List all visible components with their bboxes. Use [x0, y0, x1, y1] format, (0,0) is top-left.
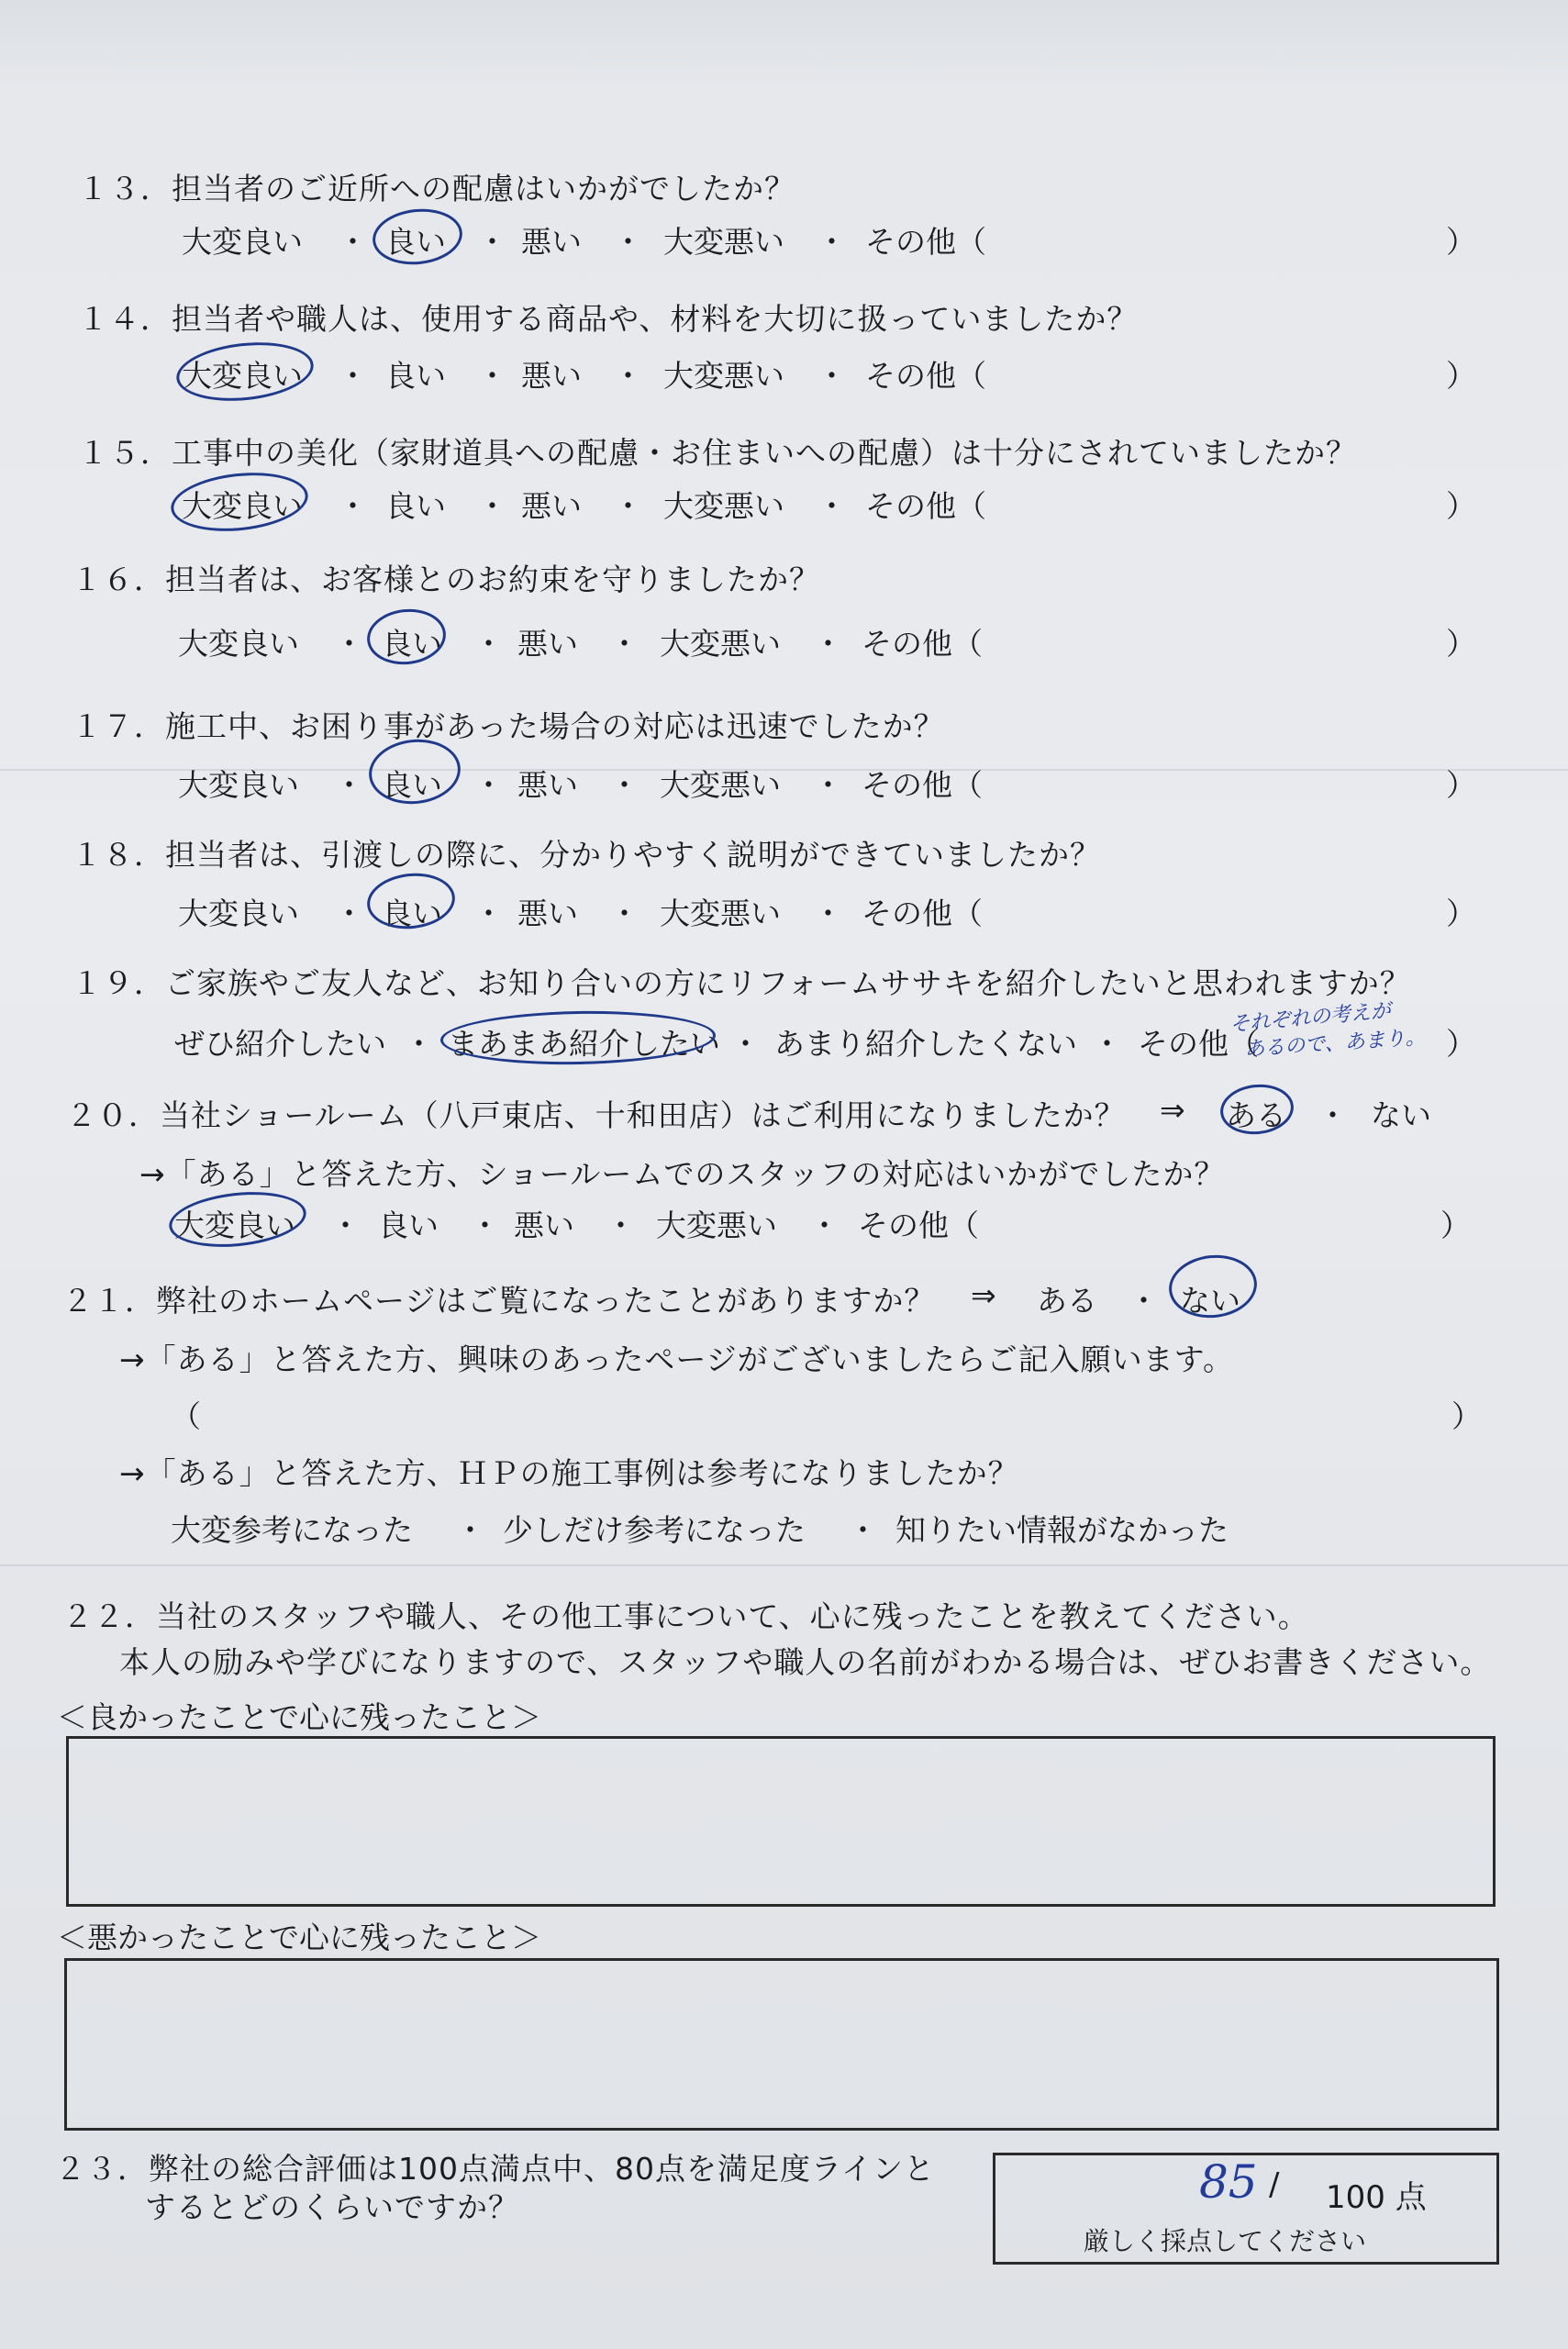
option-very-bad[interactable]: 大変悪い	[660, 896, 781, 931]
option-other[interactable]: その他（	[865, 358, 986, 394]
option-bad[interactable]: 悪い	[517, 626, 578, 662]
option-other[interactable]: その他（	[865, 488, 986, 524]
question-23-line2: するとどのくらいですか？	[145, 2189, 519, 2225]
option-other[interactable]: その他（	[862, 896, 983, 931]
question-20-sub: →「ある」と答えた方、ショールームでのスタッフの対応はいかがでしたか？	[139, 1156, 1226, 1192]
option-very-good[interactable]: 大変良い	[182, 488, 303, 524]
close-paren: ）	[1451, 1398, 1482, 1434]
question-20: ２０．当社ショールーム（八戸東店、十和田店）はご利用になりましたか？	[66, 1097, 1126, 1133]
option-somewhat-helpful[interactable]: 少しだけ参考になった	[503, 1512, 806, 1548]
question-21-sub1: →「ある」と答えた方、興味のあったページがございましたらご記入願います。	[119, 1341, 1235, 1377]
question-14: １４．担当者や職人は、使用する商品や、材料を大切に扱っていましたか？	[78, 301, 1139, 337]
option-very-bad[interactable]: 大変悪い	[663, 358, 784, 394]
close-paren: ）	[1446, 224, 1476, 260]
option-yes[interactable]: ある	[1226, 1097, 1286, 1133]
score-max: 100 点	[1326, 2179, 1427, 2216]
close-paren: ）	[1446, 1026, 1476, 1062]
good-memories-label: ＜良かったことで心に残ったこと＞	[57, 1699, 541, 1735]
option-very-bad[interactable]: 大変悪い	[660, 626, 781, 662]
option-good[interactable]: 良い	[378, 1208, 439, 1243]
option-yes[interactable]: ある	[1037, 1283, 1097, 1319]
handwritten-note-line1: それぞれの考えが	[1229, 999, 1392, 1037]
handwritten-note-line2: あるので、あまり。	[1243, 1026, 1427, 1062]
option-not-recommend[interactable]: あまり紹介したくない	[774, 1026, 1077, 1062]
option-no-info[interactable]: 知りたい情報がなかった	[895, 1512, 1229, 1548]
close-paren: ）	[1446, 626, 1476, 662]
option-other[interactable]: その他（	[858, 1208, 979, 1243]
option-other[interactable]: その他（	[862, 626, 983, 662]
question-21-sub2: →「ある」と答えた方、ＨＰの施工事例は参考になりましたか？	[119, 1455, 1019, 1491]
option-no[interactable]: ない	[1371, 1097, 1431, 1133]
question-22: ２２．当社のスタッフや職人、その他工事について、心に残ったことを教えてください。	[62, 1598, 1309, 1634]
option-other[interactable]: その他（	[1138, 1026, 1259, 1062]
good-memories-textarea[interactable]	[66, 1736, 1496, 1907]
bad-memories-label: ＜悪かったことで心に残ったこと＞	[57, 1920, 541, 1955]
option-bad[interactable]: 悪い	[514, 1208, 574, 1243]
option-bad[interactable]: 悪い	[521, 224, 582, 260]
score-value[interactable]: 85	[1199, 2155, 1258, 2209]
option-definitely-recommend[interactable]: ぜひ紹介したい	[174, 1026, 386, 1062]
option-good[interactable]: 良い	[385, 358, 446, 394]
question-22-note: 本人の励みや学びになりますので、スタッフや職人の名前がわかる場合は、ぜひお書きください。	[119, 1644, 1492, 1680]
question-18: １８．担当者は、引渡しの際に、分かりやすく説明ができていましたか？	[72, 837, 1101, 873]
question-23: ２３．弊社の総合評価は100点満点中、80点を満足度ラインと	[55, 2151, 935, 2187]
score-slash: /	[1269, 2166, 1280, 2203]
option-very-good[interactable]: 大変良い	[178, 767, 299, 803]
score-note: 厳しく採点してください	[1084, 2226, 1367, 2256]
option-somewhat-recommend[interactable]: まあまあ紹介したい	[448, 1026, 720, 1062]
option-other[interactable]: その他（	[862, 767, 983, 803]
option-very-helpful[interactable]: 大変参考になった	[171, 1512, 413, 1548]
option-very-bad[interactable]: 大変悪い	[663, 224, 784, 260]
option-very-bad[interactable]: 大変悪い	[660, 767, 781, 803]
option-good[interactable]: 良い	[385, 224, 446, 260]
question-17: １７．施工中、お困り事があった場合の対応は迅速でしたか？	[72, 708, 945, 744]
option-no[interactable]: ない	[1180, 1283, 1240, 1319]
bad-memories-textarea[interactable]	[64, 1958, 1499, 2131]
close-paren: ）	[1446, 767, 1476, 803]
arrow-icon: ⇒	[1160, 1092, 1185, 1128]
option-bad[interactable]: 悪い	[517, 896, 578, 931]
score-box[interactable]	[993, 2153, 1499, 2265]
question-19: １９．ご家族やご友人など、お知り合いの方にリフォームササキを紹介したいと思われますか？	[72, 965, 1411, 1001]
question-15: １５．工事中の美化（家財道具への配慮・お住まいへの配慮）は十分にされていましたか？	[78, 435, 1357, 471]
option-good[interactable]: 良い	[382, 767, 442, 803]
option-very-good[interactable]: 大変良い	[178, 896, 299, 931]
option-good[interactable]: 良い	[382, 896, 442, 931]
close-paren: ）	[1446, 896, 1476, 931]
option-bad[interactable]: 悪い	[521, 488, 582, 524]
option-very-good[interactable]: 大変良い	[182, 224, 303, 260]
option-very-good[interactable]: 大変良い	[182, 358, 303, 394]
option-good[interactable]: 良い	[382, 626, 442, 662]
question-21: ２１．弊社のホームページはご覧になったことがありますか？	[62, 1283, 936, 1319]
option-very-bad[interactable]: 大変悪い	[656, 1208, 777, 1243]
option-bad[interactable]: 悪い	[517, 767, 578, 803]
question-13: １３．担当者のご近所への配慮はいかがでしたか？	[78, 171, 795, 206]
close-paren: ）	[1446, 488, 1476, 524]
question-16: １６．担当者は、お客様とのお約束を守りましたか？	[72, 562, 820, 597]
option-bad[interactable]: 悪い	[521, 358, 582, 394]
close-paren: ）	[1446, 358, 1476, 394]
option-very-bad[interactable]: 大変悪い	[663, 488, 784, 524]
option-very-good[interactable]: 大変良い	[178, 626, 299, 662]
option-other[interactable]: その他（	[865, 224, 986, 260]
arrow-icon: ⇒	[971, 1277, 996, 1313]
paper-fold	[0, 1564, 1568, 1566]
option-good[interactable]: 良い	[385, 488, 446, 524]
option-very-good[interactable]: 大変良い	[174, 1208, 295, 1243]
close-paren: ）	[1440, 1208, 1471, 1243]
